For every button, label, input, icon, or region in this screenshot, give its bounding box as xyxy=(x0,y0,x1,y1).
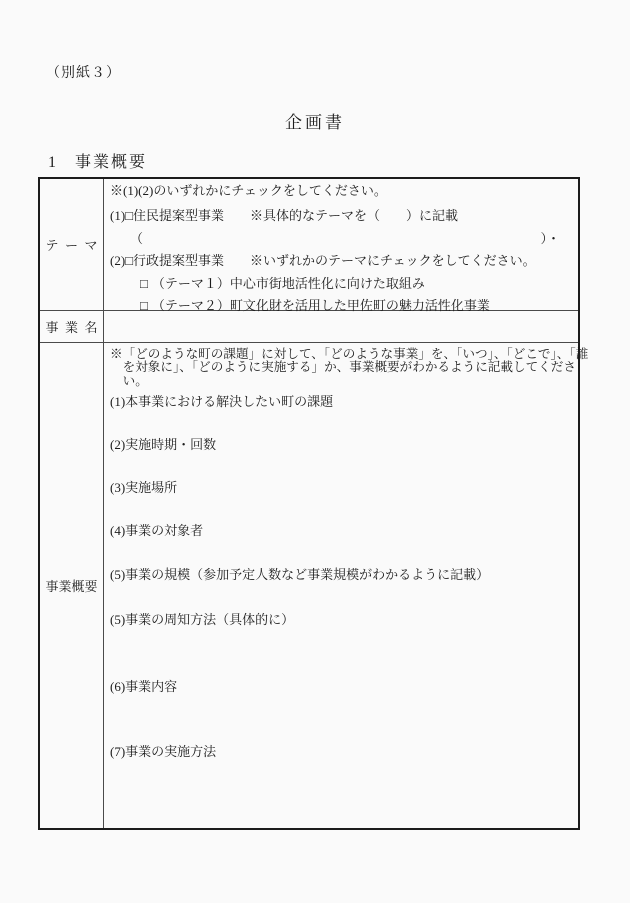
attachment-label: （別紙３） xyxy=(46,66,121,81)
theme1-label: （テーマ１）中心市街地活性化に向けた取組み xyxy=(151,276,425,291)
row-label-overview xyxy=(40,343,104,828)
section-heading xyxy=(48,149,147,172)
theme1-checkbox-icon[interactable]: □ xyxy=(140,276,148,291)
row-label-project-name xyxy=(40,311,104,343)
overview-item-7: (6)事業内容 xyxy=(110,679,178,694)
overview-instruction-line-3: い。 xyxy=(110,373,148,388)
overview-row-label: 事業概要 xyxy=(45,579,98,594)
open-paren: （ xyxy=(130,231,144,246)
overview-item-5: (5)事業の規模（参加予定人数など事業規模がわかるように記載） xyxy=(110,567,490,582)
project-name-input-area[interactable] xyxy=(104,311,578,343)
overview-item-2: (2)実施時期・回数 xyxy=(110,437,217,452)
theme-instruction: ※(1)(2)のいずれかにチェックをしてください。 xyxy=(110,183,387,198)
overview-instruction-line-2: を対象に」、「どのように実施する」か、事業概要がわかるように記載してくださ xyxy=(110,360,576,375)
overview-cell xyxy=(104,343,589,828)
section-title: 事業概要 xyxy=(75,154,148,171)
project-overview-table xyxy=(38,177,589,830)
theme-row-label: テーマ xyxy=(45,238,98,253)
project-name-row-label: 事業名 xyxy=(45,320,98,335)
overview-item-1: (1)本事業における解決したい町の課題 xyxy=(110,394,334,409)
theme2-label: （テーマ２）町文化財を活用した甲佐町の魅力活性化事業 xyxy=(151,298,490,313)
row-label-theme xyxy=(40,179,104,311)
overview-item-3: (3)実施場所 xyxy=(110,480,178,495)
overview-instruction xyxy=(110,347,589,388)
theme-sub-option-1 xyxy=(140,276,574,291)
overview-item-8: (7)事業の実施方法 xyxy=(110,744,217,759)
theme-option-resident: (1)□住民提案型事業 ※具体的なテーマを（ ）に記載 xyxy=(110,208,459,223)
close-paren: ）・ xyxy=(540,231,560,246)
overview-item-6: (5)事業の周知方法（具体的に） xyxy=(110,612,295,627)
section-number: 1 xyxy=(48,154,56,171)
theme-fill-in-line[interactable] xyxy=(130,231,560,246)
overview-item-4: (4)事業の対象者 xyxy=(110,523,204,538)
theme-cell xyxy=(104,179,578,311)
theme2-checkbox-icon[interactable]: □ xyxy=(140,298,148,313)
page-title: 企画書 xyxy=(285,113,345,132)
overview-instruction-line-1: ※「どのような町の課題」に対して、「どのような事業」を、「いつ」、「どこで」、「誰 xyxy=(110,347,589,361)
theme-option-government: (2)□行政提案型事業 ※いずれかのテーマにチェックをしてください。 xyxy=(110,253,536,268)
